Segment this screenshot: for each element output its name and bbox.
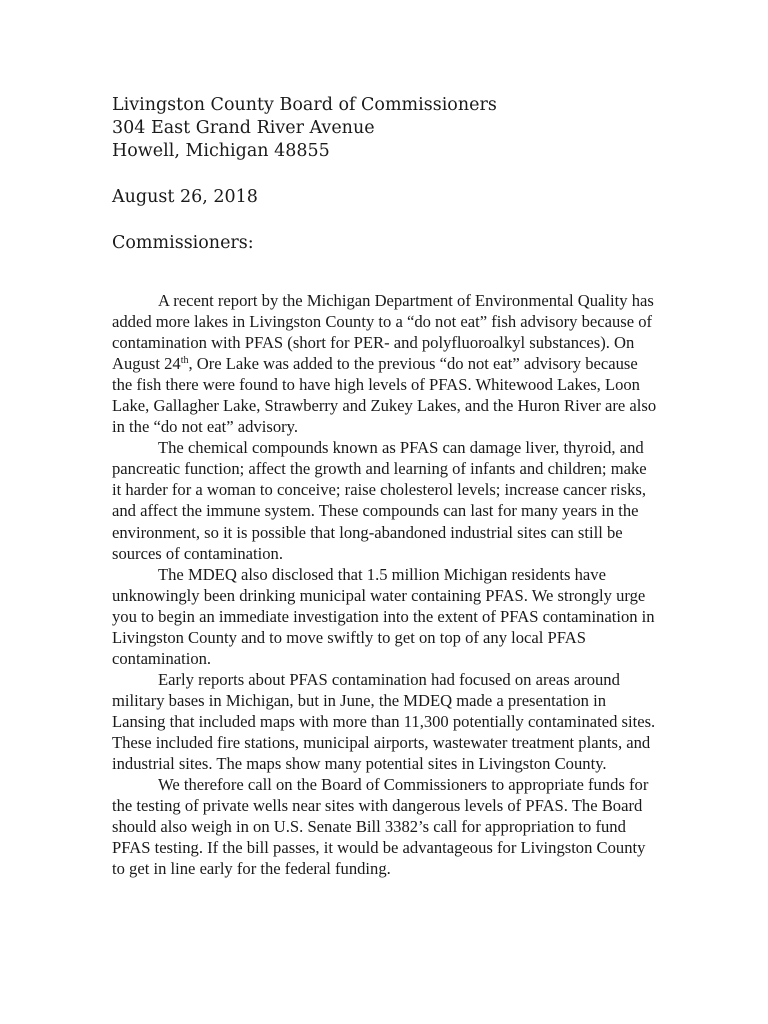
recipient-address: [112, 94, 672, 163]
paragraph-1: [112, 290, 657, 437]
recipient-street: 304 East Grand River Avenue: [112, 118, 375, 138]
ordinal-suffix: th: [180, 355, 189, 367]
recipient-city-line: Howell, Michigan 48855: [112, 141, 330, 161]
recipient-name: Livingston County Board of Commissioners: [112, 95, 497, 115]
paragraph-3: The MDEQ also disclosed that 1.5 million Michigan residents have unknowingly been drinking municipal water containing PFAS. We strongly urge you to begin an immediate investigation into the extent of PFAS contamination in Livingston County and to move swiftly to get on top of any local PFAS contamination.: [112, 564, 655, 668]
salutation: Commissioners:: [112, 233, 254, 253]
paragraph-1-text-cont: , Ore Lake was added to the previous “do not eat” advisory because the fish there were found to have high levels of PFAS. Whitewood Lakes, Loon Lake, Gallagher Lake, Strawberry and Zukey Lakes, and the Huron River are also in the “do not eat” advisory.: [112, 354, 657, 437]
letter-date: August 26, 2018: [112, 187, 258, 207]
letter-body: [112, 290, 657, 879]
paragraph-4: Early reports about PFAS contamination had focused on areas around military bases in Michigan, but in June, the MDEQ made a presentation in Lansing that included maps with more than 11,300 potentially contaminated sites. These included fire stations, municipal airports, wastewater treatment plants, and industrial sites. The maps show many potential sites in Livingston County.: [112, 669, 656, 774]
paragraph-2: The chemical compounds known as PFAS can damage liver, thyroid, and pancreatic function; affect the growth and learning of infants and children; make it harder for a woman to conceive; raise cholesterol levels; increase cancer risks, and affect the immune system. These compounds can last for many years in the environment, so it is possible that long-abandoned industrial sites can still be sources of contamination.: [112, 438, 647, 563]
paragraph-5: We therefore call on the Board of Commissioners to appropriate funds for the testing of private wells near sites with dangerous levels of PFAS. The Board should also weigh in on U.S. Senate Bill 3382’s call for appropriation to fund PFAS testing. If the bill passes, it would be advantageous for Livingston County to get in line early for the federal funding.: [112, 775, 649, 879]
letter-heading: [112, 94, 672, 255]
paragraph-1-text: A recent report by the Michigan Department of Environmental Quality has added more lakes in Livingston County to a “do not eat” fish advisory because of contamination with PFAS (short for PER- and polyfluoroalkyl substances). On August 24: [112, 291, 654, 374]
